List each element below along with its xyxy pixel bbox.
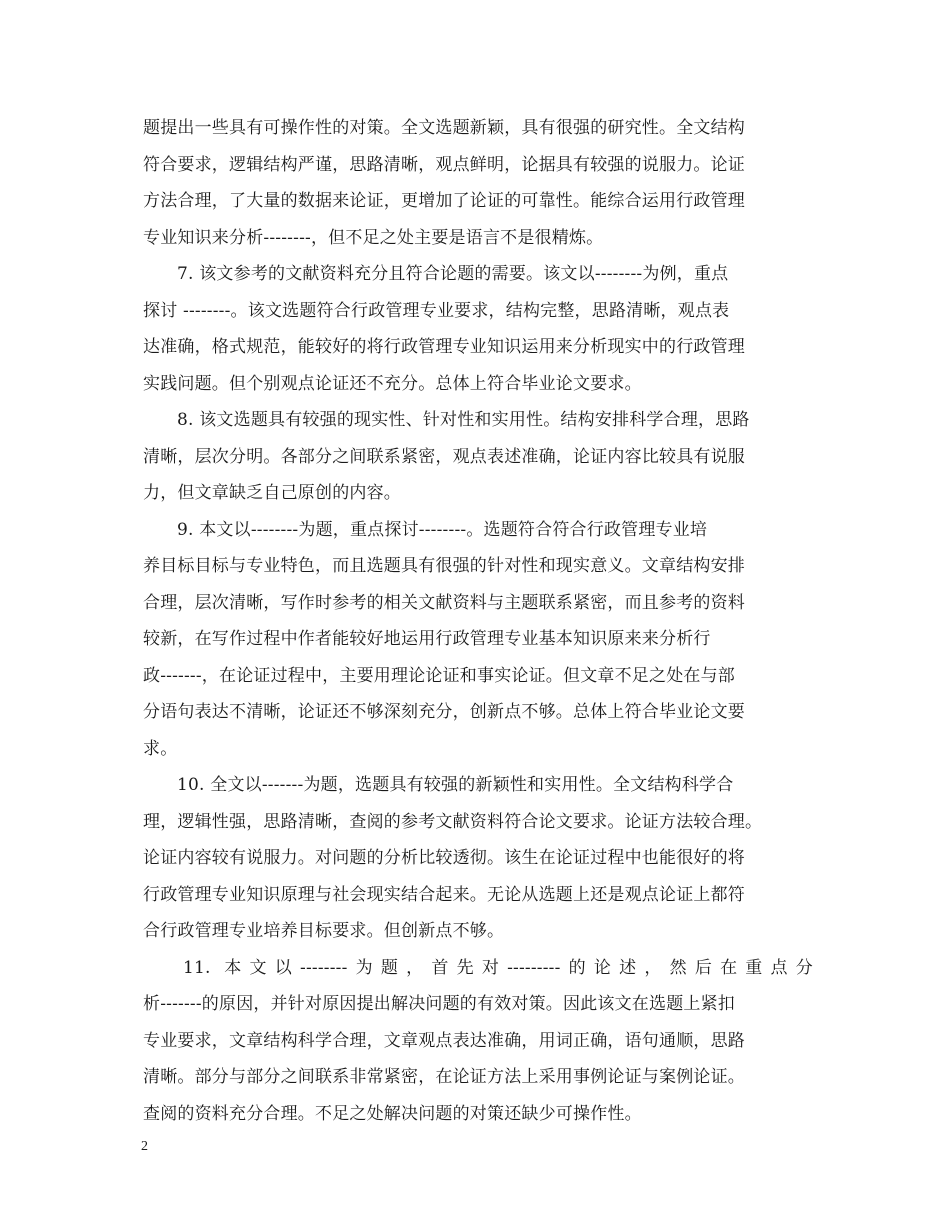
- text-line: 合行政管理专业培养目标要求。但创新点不够。: [143, 921, 505, 941]
- text-line: 行政管理专业知识原理与社会现实结合起来。无论从选题上还是观点论证上都符: [143, 884, 745, 905]
- text-line: 较新，在写作过程中作者能较好地运用行政管理专业基本知识原来来分析行: [143, 629, 711, 649]
- text-line: 政-------，在论证过程中，主要用理论论证和事实论证。但文章不足之处在与部: [143, 665, 736, 686]
- text-line: 专业知识来分析--------，但不足之处主要是语言不是很精炼。: [143, 227, 604, 248]
- text-line: 分语句表达不清晰，论证还不够深刻充分，创新点不够。总体上符合毕业论文要: [143, 702, 745, 722]
- text-line: 查阅的资料充分合理。不足之处解决问题的对策还缺少可操作性。: [143, 1103, 642, 1124]
- text-line: 达准确，格式规范，能较好的将行政管理专业知识运用来分析现实中的行政管理: [143, 337, 745, 357]
- text-line: 实践问题。但个别观点论证还不充分。总体上符合毕业论文要求。: [143, 373, 642, 394]
- text-line: 养目标目标与专业特色，而且选题具有很强的针对性和现实意义。文章结构安排: [143, 556, 745, 576]
- text-line: 论证内容较有说服力。对问题的分析比较透彻。该生在论证过程中也能很好的将: [143, 848, 745, 868]
- text-line: 求。: [143, 738, 178, 759]
- text-line: 题提出一些具有可操作性的对策。全文选题新颖，具有很强的研究性。全文结构: [143, 118, 745, 138]
- paragraph-10-start: 10. 全文以-------为题，选题具有较强的新颖性和实用性。全文结构科学合: [177, 775, 734, 795]
- paragraph-11-start: 11. 本文以--------为题，首先对---------的论述，然后在重点分: [183, 957, 813, 978]
- text-line: 理，逻辑性强，思路清晰，查阅的参考文献资料符合论文要求。论证方法较合理。: [143, 811, 763, 832]
- paragraph-8-start: 8. 该文选题具有较强的现实性、针对性和实用性。结构安排科学合理，思路: [177, 410, 750, 430]
- paragraph-9-start: 9. 本文以--------为题，重点探讨--------。选题符合符合行政管理专业培: [177, 519, 708, 540]
- text-line: 符合要求，逻辑结构严谨，思路清晰，观点鲜明，论据具有较强的说服力。论证: [143, 154, 745, 175]
- page-number: 2: [141, 1139, 148, 1154]
- text-line: 清晰。部分与部分之间联系非常紧密，在论证方法上采用事例论证与案例论证。: [143, 1067, 745, 1087]
- paragraph-7-start: 7. 该文参考的文献资料充分且符合论题的需要。该文以--------为例，重点: [177, 264, 729, 284]
- text-line: 析-------的原因，并针对原因提出解决问题的有效对策。因此该文在选题上紧扣: [143, 994, 736, 1014]
- text-line: 清晰，层次分明。各部分之间联系紧密，观点表述准确，论证内容比较具有说服: [143, 446, 745, 467]
- document-body: [143, 110, 813, 1132]
- text-line: 探讨 --------。该文选题符合行政管理专业要求，结构完整，思路清晰，观点表: [143, 300, 730, 321]
- text-line: 专业要求，文章结构科学合理，文章观点表达准确，用词正确，语句通顺，思路: [143, 1030, 745, 1051]
- text-line: 力，但文章缺乏自己原创的内容。: [143, 483, 401, 503]
- text-line: 合理，层次清晰，写作时参考的相关文献资料与主题联系紧密，而且参考的资料: [143, 592, 745, 613]
- text-line: 方法合理，了大量的数据来论证，更增加了论证的可靠性。能综合运用行政管理: [143, 191, 745, 211]
